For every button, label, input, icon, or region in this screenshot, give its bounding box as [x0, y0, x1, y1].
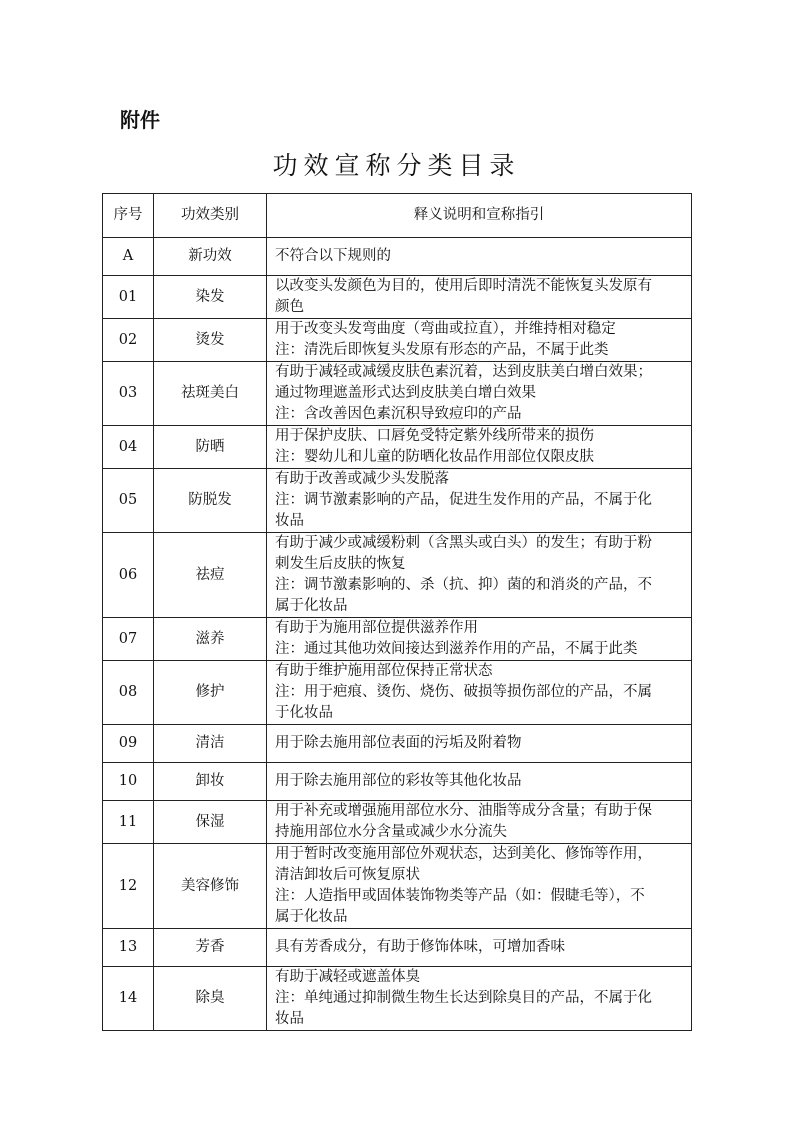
description-line: 有助于减轻或遮盖体臭 — [275, 969, 420, 985]
row-category: 烫发 — [154, 319, 267, 362]
description-line: 属于化妆品 — [275, 598, 348, 614]
annex-label: 附件 — [120, 108, 160, 132]
row-description — [267, 618, 692, 661]
description-line: 有助于减少或减缓粉刺（含黑头或白头）的发生；有助于粉 — [275, 535, 652, 551]
description-line: 持施用部位水分含量或减少水分流失 — [275, 824, 507, 840]
description-line: 具有芳香成分，有助于修饰体味，可增加香味 — [275, 939, 565, 955]
page-title: 功效宣称分类目录 — [272, 151, 521, 180]
table-row — [103, 844, 692, 929]
description-line: 不符合以下规则的 — [275, 248, 391, 264]
row-description — [267, 426, 692, 469]
row-description — [267, 362, 692, 426]
description-line: 妆品 — [275, 513, 304, 529]
row-category: 防晒 — [154, 426, 267, 469]
description-line: 刺发生后皮肤的恢复 — [275, 556, 406, 572]
row-category: 祛痘 — [154, 533, 267, 618]
table-row — [103, 763, 692, 801]
description-line: 注：婴幼儿和儿童的防晒化妆品作用部位仅限皮肤 — [275, 449, 594, 465]
table-row — [103, 618, 692, 661]
row-number: 06 — [103, 533, 154, 618]
row-description — [267, 533, 692, 618]
description-line: 属于化妆品 — [275, 909, 348, 925]
description-line: 有助于为施用部位提供滋养作用 — [275, 620, 478, 636]
efficacy-claims-table — [102, 193, 692, 1031]
table-header-row — [103, 194, 692, 238]
description-line: 注：调节激素影响的、杀（抗、抑）菌的和消炎的产品，不 — [275, 577, 652, 593]
header-description: 释义说明和宣称指引 — [267, 194, 692, 238]
table-row — [103, 929, 692, 967]
row-description — [267, 763, 692, 801]
table-row — [103, 661, 692, 725]
row-number: 02 — [103, 319, 154, 362]
row-description — [267, 929, 692, 967]
description-line: 用于除去施用部位表面的污垢及附着物 — [275, 735, 522, 751]
row-category: 染发 — [154, 276, 267, 319]
description-line: 注：单纯通过抑制微生物生长达到除臭目的产品，不属于化 — [275, 990, 652, 1006]
description-line: 注：清洗后即恢复头发原有形态的产品，不属于此类 — [275, 342, 609, 358]
description-line: 有助于减轻或减缓皮肤色素沉着，达到皮肤美白增白效果； — [275, 364, 652, 380]
row-number: 04 — [103, 426, 154, 469]
description-line: 有助于改善或减少头发脱落 — [275, 471, 449, 487]
row-number: 03 — [103, 362, 154, 426]
description-line: 注：用于疤痕、烫伤、烧伤、破损等损伤部位的产品，不属 — [275, 684, 652, 700]
description-line: 用于改变头发弯曲度（弯曲或拉直），并维持相对稳定 — [275, 321, 616, 337]
description-line: 注：调节激素影响的产品，促进生发作用的产品，不属于化 — [275, 492, 652, 508]
row-category: 清洁 — [154, 725, 267, 763]
row-category: 新功效 — [154, 238, 267, 276]
row-description — [267, 238, 692, 276]
description-line: 用于补充或增强施用部位水分、油脂等成分含量；有助于保 — [275, 803, 652, 819]
table-row — [103, 801, 692, 844]
row-description — [267, 276, 692, 319]
row-description — [267, 967, 692, 1031]
row-number: 09 — [103, 725, 154, 763]
table-row — [103, 238, 692, 276]
table-row — [103, 276, 692, 319]
row-category: 美容修饰 — [154, 844, 267, 929]
table-row — [103, 319, 692, 362]
table-body — [103, 238, 692, 1031]
description-line: 用于暂时改变施用部位外观状态，达到美化、修饰等作用， — [275, 846, 652, 862]
row-category: 卸妆 — [154, 763, 267, 801]
row-number: A — [103, 238, 154, 276]
description-line: 清洁卸妆后可恢复原状 — [275, 867, 420, 883]
row-number: 01 — [103, 276, 154, 319]
description-line: 有助于维护施用部位保持正常状态 — [275, 663, 493, 679]
table-row — [103, 469, 692, 533]
header-number: 序号 — [103, 194, 154, 238]
row-number: 08 — [103, 661, 154, 725]
row-category: 除臭 — [154, 967, 267, 1031]
table-row — [103, 967, 692, 1031]
row-number: 05 — [103, 469, 154, 533]
row-description — [267, 469, 692, 533]
row-description — [267, 661, 692, 725]
row-category: 修护 — [154, 661, 267, 725]
row-category: 保湿 — [154, 801, 267, 844]
row-number: 07 — [103, 618, 154, 661]
row-description — [267, 801, 692, 844]
table-row — [103, 533, 692, 618]
row-category: 滋养 — [154, 618, 267, 661]
row-number: 12 — [103, 844, 154, 929]
row-number: 14 — [103, 967, 154, 1031]
row-description — [267, 319, 692, 362]
description-line: 通过物理遮盖形式达到皮肤美白增白效果 — [275, 385, 536, 401]
row-category: 芳香 — [154, 929, 267, 967]
header-category: 功效类别 — [154, 194, 267, 238]
row-number: 10 — [103, 763, 154, 801]
row-category: 防脱发 — [154, 469, 267, 533]
table-row — [103, 362, 692, 426]
row-category: 祛斑美白 — [154, 362, 267, 426]
table-row — [103, 725, 692, 763]
description-line: 注：人造指甲或固体装饰物类等产品（如：假睫毛等），不 — [275, 888, 645, 904]
description-line: 注：通过其他功效间接达到滋养作用的产品，不属于此类 — [275, 641, 638, 657]
description-line: 用于除去施用部位的彩妆等其他化妆品 — [275, 773, 522, 789]
description-line: 注：含改善因色素沉积导致痘印的产品 — [275, 406, 522, 422]
row-number: 13 — [103, 929, 154, 967]
row-number: 11 — [103, 801, 154, 844]
description-line: 用于保护皮肤、口唇免受特定紫外线所带来的损伤 — [275, 428, 594, 444]
row-description — [267, 725, 692, 763]
description-line: 颜色 — [275, 299, 304, 315]
row-description — [267, 844, 692, 929]
description-line: 妆品 — [275, 1011, 304, 1027]
description-line: 以改变头发颜色为目的，使用后即时清洗不能恢复头发原有 — [275, 278, 652, 294]
table-row — [103, 426, 692, 469]
description-line: 于化妆品 — [275, 705, 333, 721]
